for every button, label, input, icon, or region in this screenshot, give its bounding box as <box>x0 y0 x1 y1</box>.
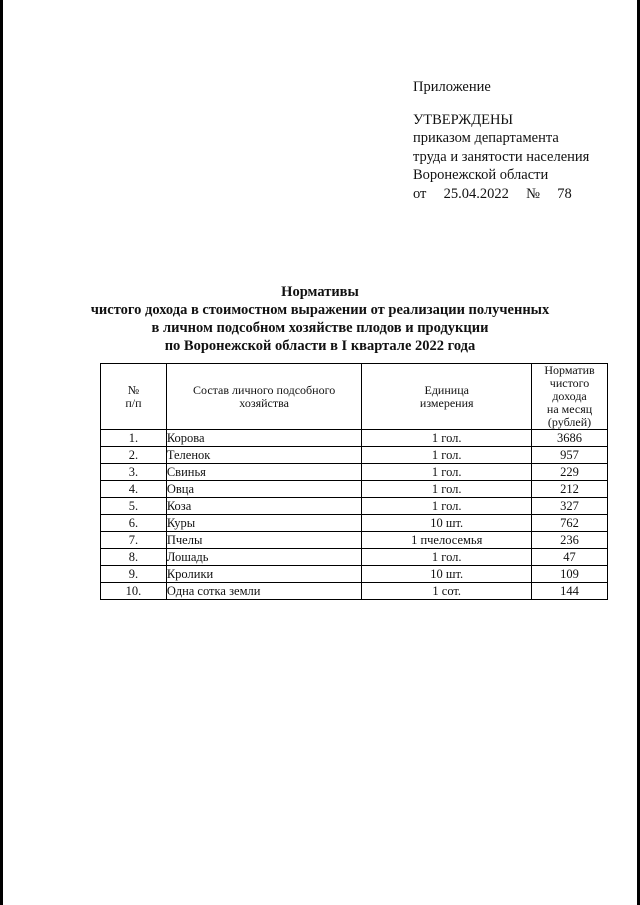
row-name: Лошадь <box>166 549 362 566</box>
row-name: Куры <box>166 515 362 532</box>
row-value: 109 <box>532 566 608 583</box>
header-value-line-1: Норматив <box>544 363 595 377</box>
order-date-line <box>413 185 589 204</box>
row-value: 144 <box>532 583 608 600</box>
row-unit: 1 гол. <box>362 498 532 515</box>
header-num <box>101 364 167 430</box>
header-num-line-2: п/п <box>125 395 142 410</box>
number-sign: № <box>526 185 540 202</box>
row-name: Одна сотка земли <box>166 583 362 600</box>
appendix-label: Приложение <box>413 79 491 95</box>
row-num: 3. <box>101 464 167 481</box>
table-row <box>101 447 608 464</box>
row-num: 8. <box>101 549 167 566</box>
row-unit: 1 гол. <box>362 464 532 481</box>
table-row <box>101 549 608 566</box>
row-unit: 1 гол. <box>362 447 532 464</box>
row-value: 47 <box>532 549 608 566</box>
row-unit: 1 гол. <box>362 430 532 447</box>
scan-border-left <box>0 0 3 905</box>
table-header-row <box>101 364 608 430</box>
table-row <box>101 532 608 549</box>
header-name <box>166 364 362 430</box>
row-name: Корова <box>166 430 362 447</box>
table-row <box>101 464 608 481</box>
row-name: Свинья <box>166 464 362 481</box>
title-line-4: по Воронежской области в I квартале 2022 года <box>164 338 476 354</box>
row-name: Коза <box>166 498 362 515</box>
row-num: 9. <box>101 566 167 583</box>
row-unit: 1 пчелосемья <box>362 532 532 549</box>
row-value: 212 <box>532 481 608 498</box>
row-num: 5. <box>101 498 167 515</box>
row-value: 236 <box>532 532 608 549</box>
header-name-line-1: Состав личного подсобного <box>193 382 336 397</box>
row-num: 10. <box>101 583 167 600</box>
row-name: Пчелы <box>166 532 362 549</box>
header-value-line-4: (рублей) <box>547 415 592 429</box>
table-row <box>101 430 608 447</box>
table-row <box>101 498 608 515</box>
approved-label: УТВЕРЖДЕНЫ <box>413 111 514 128</box>
table-row <box>101 566 608 583</box>
row-num: 4. <box>101 481 167 498</box>
row-value: 3686 <box>532 430 608 447</box>
table-row <box>101 583 608 600</box>
header-num-line-1: № <box>127 382 140 397</box>
order-line-1: приказом департамента <box>413 130 559 146</box>
row-value: 762 <box>532 515 608 532</box>
row-name: Овца <box>166 481 362 498</box>
header-value <box>532 364 608 430</box>
table-row <box>101 481 608 498</box>
row-name: Кролики <box>166 566 362 583</box>
row-unit: 1 гол. <box>362 549 532 566</box>
row-unit: 1 сот. <box>362 583 532 600</box>
order-line-3: Воронежской области <box>413 167 549 183</box>
approval-header <box>413 78 589 203</box>
header-unit <box>362 364 532 430</box>
header-unit-line-1: Единица <box>424 382 469 397</box>
title-line-3: в личном подсобном хозяйстве плодов и продукции <box>151 320 489 336</box>
norms-table <box>100 363 608 600</box>
row-value: 229 <box>532 464 608 481</box>
row-unit: 10 шт. <box>362 515 532 532</box>
row-unit: 10 шт. <box>362 566 532 583</box>
title-line-1: Нормативы <box>281 284 359 300</box>
order-line-2: труда и занятости населения <box>413 148 590 165</box>
row-value: 327 <box>532 498 608 515</box>
document-title <box>60 283 580 355</box>
header-name-line-2: хозяйства <box>239 395 289 410</box>
date-prefix: от <box>413 185 427 202</box>
row-num: 2. <box>101 447 167 464</box>
row-num: 1. <box>101 430 167 447</box>
title-line-2: чистого дохода в стоимостном выражении от реализации полученных <box>90 302 550 318</box>
header-value-line-2: чистого дохода <box>549 376 590 403</box>
table-row <box>101 515 608 532</box>
row-num: 6. <box>101 515 167 532</box>
row-value: 957 <box>532 447 608 464</box>
header-value-line-3: на месяц <box>546 402 593 416</box>
row-name: Теленок <box>166 447 362 464</box>
order-date: 25.04.2022 <box>443 185 509 202</box>
row-num: 7. <box>101 532 167 549</box>
header-unit-line-2: измерения <box>419 395 474 410</box>
row-unit: 1 гол. <box>362 481 532 498</box>
order-number: 78 <box>557 185 572 202</box>
